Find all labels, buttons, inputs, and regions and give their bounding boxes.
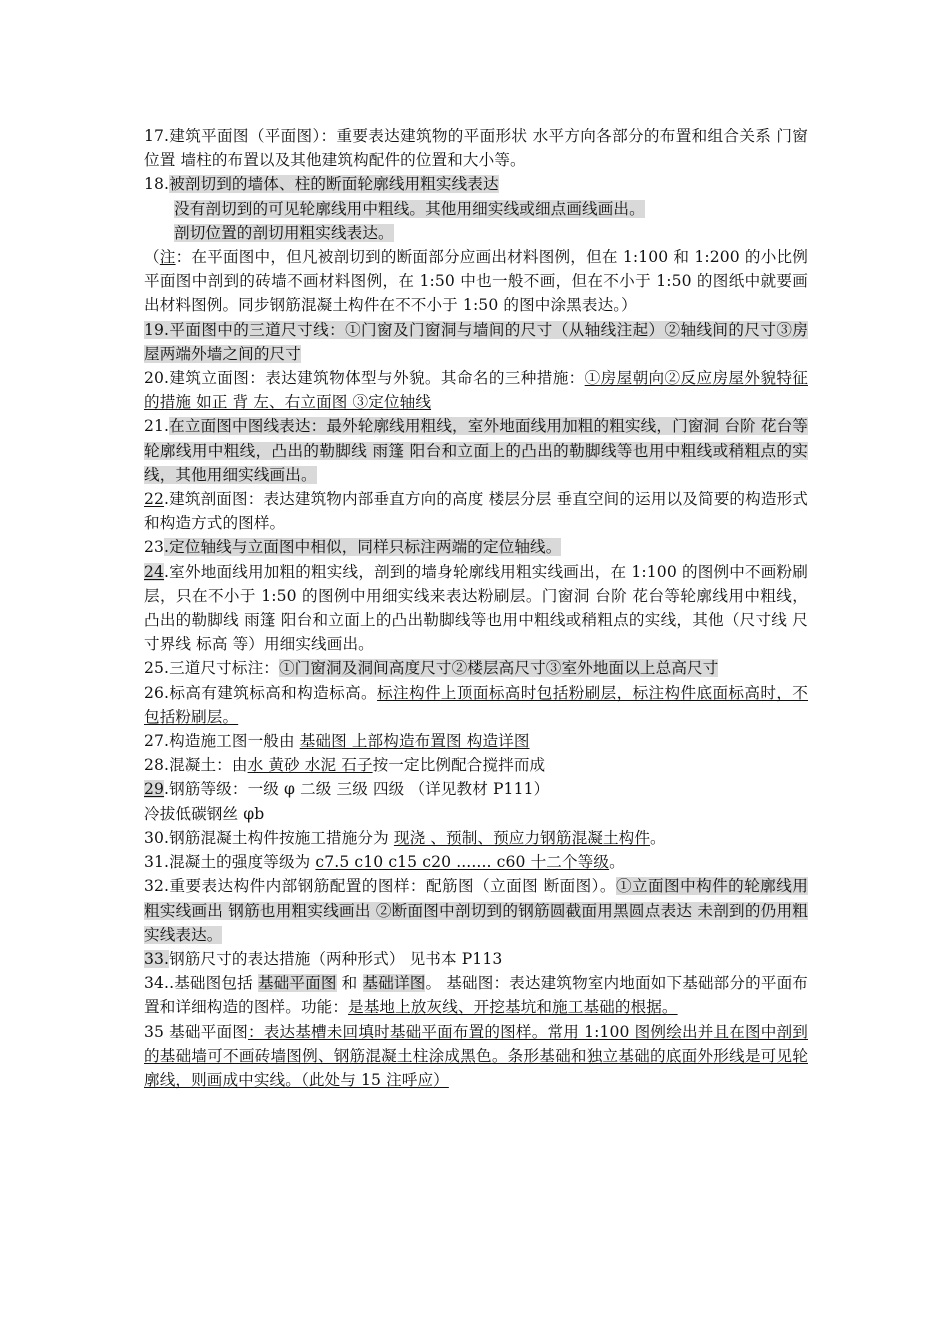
paragraph bbox=[144, 245, 808, 318]
paragraph bbox=[144, 947, 808, 971]
text-segment: 没有剖切到的可见轮廓线用中粗线。其他用细实线或细点画线画出。 bbox=[174, 199, 645, 218]
paragraph bbox=[144, 681, 808, 729]
text-segment: 17.建筑平面图（平面图）：重要表达建筑物的平面形状 水平方向各部分的布置和组合关系 门窗位置 墙柱的布置以及其他建筑构配件的位置和大小等。 bbox=[144, 127, 808, 170]
paragraph bbox=[144, 802, 808, 826]
text-segment: 26.标高有建筑标高和构造标高。 bbox=[144, 683, 378, 702]
text-segment: 基础详图 bbox=[362, 974, 426, 993]
text-segment: .定位轴线与立面图中相似，同样只标注两端的定位轴线。 bbox=[164, 538, 562, 557]
text-segment: 。 基础图：表达建筑物室内地面如下基础部分的平面布置和详细构造的图样。功能： bbox=[144, 974, 808, 1017]
paragraph bbox=[144, 971, 808, 1019]
text-segment: 。 bbox=[650, 828, 666, 847]
text-segment: c7.5 c10 c15 c20 ....... c60 十二个等级 bbox=[315, 853, 610, 872]
text-segment: ：在平面图中，但凡被剖切到的断面部分应画出材料图例，但在 1:100 和 1:200 的小比例平面图中剖到的砖墙不画材料图例，在 1:50 中也一般不画，但在不小于 1:50 的图纸中就要画出材料图例。同步钢筋混凝土构件在不不小于 1:50 的图中涂黑表达。） bbox=[144, 248, 808, 315]
paragraph bbox=[144, 366, 808, 414]
text-segment: 30.钢筋混凝土构件按施工措施分为 bbox=[144, 828, 394, 847]
text-segment: 基础图 上部构造布置图 构造详图 bbox=[299, 732, 530, 751]
text-segment: 基础平面图 bbox=[257, 974, 337, 993]
text-segment: 19.平面图中的三道尺寸线：①门窗及门窗洞与墙间的尺寸（从轴线注起）②轴线间的尺寸③房屋两端外墙之间的尺寸 bbox=[144, 320, 808, 363]
text-segment: 剖切位置的剖切用粗实线表达。 bbox=[174, 223, 394, 242]
text-segment: 35 基础平面图 bbox=[144, 1022, 248, 1041]
paragraph bbox=[144, 535, 808, 559]
text-segment: ①立面图中构件的轮廓线用粗实线画出 钢筋也用粗实线画出 ②断面图中剖切到的钢筋圆截面用黑圆点表达 未剖到的仍用粗实线表达。 bbox=[144, 877, 809, 944]
text-segment: 22 bbox=[144, 490, 165, 509]
paragraph bbox=[144, 197, 808, 221]
text-segment: 25.三道尺寸标注： bbox=[144, 659, 279, 678]
text-segment: 在立面图中图线表达：最外轮廓线用粗线，室外地面线用加粗的粗实线，门窗洞 台阶 花台等轮廓线用中粗线，凸出的勒脚线 雨篷 阳台和立面上的凸出的勒脚线等也用中粗线或稍粗点的实线，其他用细实线画出。 bbox=[144, 417, 808, 484]
text-segment: 32.重要表达构件内部钢筋配置的图样：配筋图（立面图 断面图）。 bbox=[144, 877, 616, 896]
text-segment: 和 bbox=[336, 974, 363, 993]
paragraph bbox=[144, 124, 808, 172]
text-segment: .钢筋等级：一级 φ 二级 三级 四级 （详见教材 P111） bbox=[164, 780, 550, 799]
text-segment: 标注构件上顶面标高时包括粉刷层，标注构件底面标高时，不包括粉刷层。 bbox=[144, 683, 809, 726]
text-segment: 29 bbox=[144, 780, 165, 799]
paragraph bbox=[144, 826, 808, 850]
text-segment: 33. bbox=[144, 949, 170, 968]
paragraph bbox=[144, 560, 808, 657]
document-body bbox=[144, 124, 808, 1092]
text-segment: ：表达基槽未回填时基础平面布置的图样。常用 1:100 图例绘出并且在图中剖到的基础墙可不画砖墙图例、钢筋混凝土柱涂成黑色。条形基础和独立基础的底面外形线是可见轮廓线，则画成中实线。（此处与 15 注呼应） bbox=[144, 1022, 808, 1089]
paragraph bbox=[144, 656, 808, 680]
text-segment: 20.建筑立面图：表达建筑物体型与外貌。其命名的三种措施： bbox=[144, 369, 585, 388]
text-segment: 18. bbox=[144, 175, 170, 194]
text-segment: 34..基础图包括 bbox=[144, 974, 258, 993]
text-segment: 。 bbox=[609, 853, 625, 872]
paragraph bbox=[144, 414, 808, 487]
paragraph bbox=[144, 172, 808, 196]
paragraph bbox=[144, 221, 808, 245]
text-segment: 28.混凝土：由 bbox=[144, 756, 248, 775]
paragraph bbox=[144, 874, 808, 947]
text-segment: ①门窗洞及洞间高度尺寸②楼层高尺寸③室外地面以上总高尺寸 bbox=[278, 659, 719, 678]
text-segment: 被剖切到的墙体、柱的断面轮廓线用粗实线表达 bbox=[169, 175, 499, 194]
text-segment: ①房屋朝向②反应房屋外貌特征的措施 如正 背 左、右立面图 ③定位轴线 bbox=[144, 369, 809, 412]
text-segment: 钢筋尺寸的表达措施（两种形式） 见书本 P113 bbox=[169, 949, 503, 968]
paragraph bbox=[144, 487, 808, 535]
text-segment: 按一定比例配合搅拌而成 bbox=[372, 756, 546, 775]
paragraph bbox=[144, 1020, 808, 1093]
text-segment: .建筑剖面图：表达建筑物内部垂直方向的高度 楼层分层 垂直空间的运用以及简要的构造形式和构造方式的图样。 bbox=[144, 490, 808, 533]
text-segment: 注 bbox=[159, 248, 176, 267]
text-segment: 冷拔低碳钢丝 φb bbox=[144, 804, 265, 823]
paragraph bbox=[144, 850, 808, 874]
text-segment: 水 黄砂 水泥 石子 bbox=[247, 756, 373, 775]
paragraph bbox=[144, 318, 808, 366]
text-segment: 是基地上放灰线、开挖基坑和施工基础的根据。 bbox=[348, 998, 678, 1017]
paragraph bbox=[144, 753, 808, 777]
text-segment: 24 bbox=[144, 562, 165, 581]
paragraph bbox=[144, 729, 808, 753]
text-segment: 27.构造施工图一般由 bbox=[144, 732, 300, 751]
text-segment: 23 bbox=[144, 538, 165, 557]
text-segment: 现浇 、预制、预应力钢筋混凝土构件 bbox=[393, 828, 651, 847]
text-segment: （ bbox=[144, 248, 160, 267]
text-segment: 31.混凝土的强度等级为 bbox=[144, 853, 316, 872]
text-segment: 21. bbox=[144, 417, 170, 436]
paragraph bbox=[144, 777, 808, 801]
text-segment: .室外地面线用加粗的粗实线，剖到的墙身轮廓线用粗实线画出，在 1:100 的图例中不画粉刷层，只在不小于 1:50 的图例中用细实线来表达粉刷层。门窗洞 台阶 花台等轮廓线用中粗线，凸出的勒脚线 雨篷 阳台和立面上的凸出勒脚线等也用中粗线或稍粗点的实线，其他（尺寸线 尺寸界线 标高 等）用细实线画出。 bbox=[144, 562, 808, 654]
